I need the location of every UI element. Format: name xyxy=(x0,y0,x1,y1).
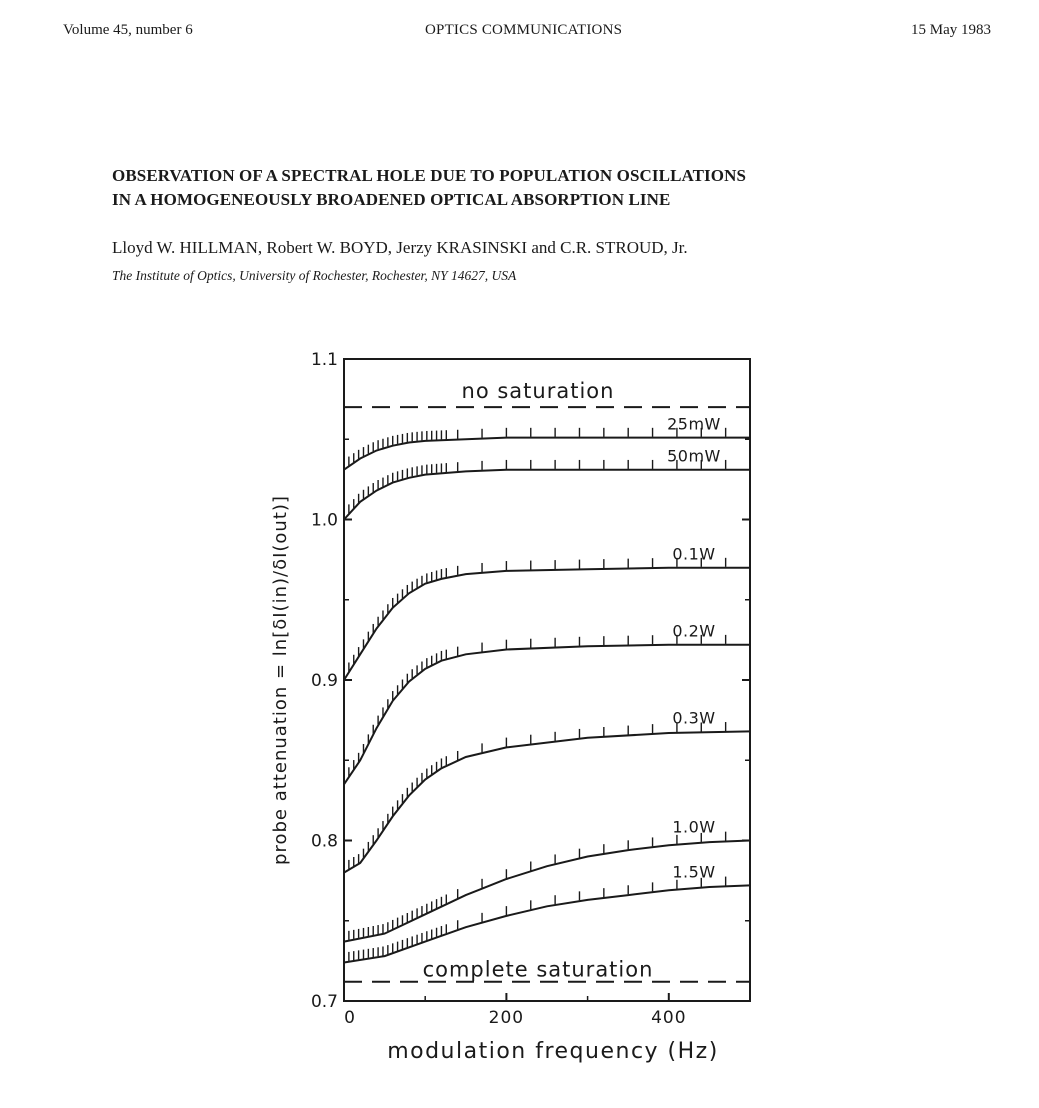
affiliation: The Institute of Optics, University of Rochester, Rochester, NY 14627, USA xyxy=(112,268,517,283)
y-tick-label: 0.8 xyxy=(310,831,338,852)
y-tick-label: 0.7 xyxy=(310,992,338,1012)
reference-label: no saturation xyxy=(461,379,615,404)
publication-date: 15 May 1983 xyxy=(911,22,991,38)
series-label: 25mW xyxy=(667,414,721,434)
series-label: 0.3W xyxy=(672,708,716,728)
series-label: 0.1W xyxy=(672,544,716,564)
journal-name: OPTICS COMMUNICATIONS xyxy=(425,22,623,38)
series-label: 1.0W xyxy=(672,817,716,837)
reference-lines xyxy=(344,407,750,982)
series-line xyxy=(344,470,750,520)
title-line-2: IN A HOMOGENEOUSLY BROADENED OPTICAL ABSORPTION LINE xyxy=(112,190,671,209)
series-label: 50mW xyxy=(667,446,721,466)
series-line xyxy=(344,731,750,872)
data-markers xyxy=(349,428,726,961)
volume-number: Volume 45, number 6 xyxy=(63,22,193,38)
series-line xyxy=(344,841,750,942)
series-label: 0.2W xyxy=(672,621,716,641)
x-axis-label: modulation frequency (Hz) xyxy=(387,1039,719,1064)
y-tick-label: 1.0 xyxy=(310,510,338,531)
title-line-1: OBSERVATION OF A SPECTRAL HOLE DUE TO POPULATION OSCILLATIONS xyxy=(112,166,747,185)
x-tick-label: 0 xyxy=(344,1008,356,1028)
series-label: 1.5W xyxy=(672,862,716,882)
y-tick-label: 0.9 xyxy=(310,671,338,691)
x-tick-label: 200 xyxy=(488,1008,525,1028)
y-axis-label: probe attenuation = ln[δI(in)/δI(out)] xyxy=(270,495,291,865)
reference-label: complete saturation xyxy=(422,957,654,982)
series-curves xyxy=(344,438,750,963)
y-tick-label: 1.1 xyxy=(310,350,338,370)
x-tick-label: 400 xyxy=(651,1008,687,1028)
authors: Lloyd W. HILLMAN, Robert W. BOYD, Jerzy KRASINSKI and C.R. STROUD, Jr. xyxy=(112,238,688,257)
